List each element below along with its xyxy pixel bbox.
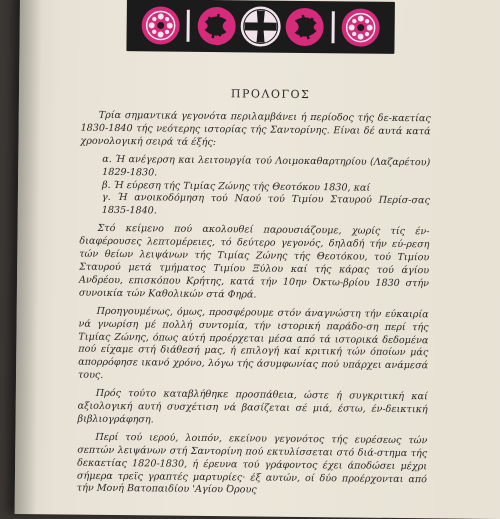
page-gutter-shadow xyxy=(15,0,42,514)
paragraph: Πρός τούτο καταβλήθηκε προσπάθεια, ώστε ή συγκριτική καί αξιολογική αυτή συσχέτιση νά βασίζεται σέ μιά, έστω, έν-δεικτική βιβλιογράφηση. xyxy=(77,387,428,426)
paragraph: Στό κείμενο πού ακολουθεί παρουσιάζουμε, χωρίς τίς έν-διαφέρουσες λεπτομέρειες, τό δεύτερο γεγονός, δηλαδή τήν εύ-ρεση τών θείων λειψάνων τής Τιμίας Ζώνης τής Θεοτόκου, τού Τιμίου Σταυρού μετά τμήματος Τιμίου Ξύλου καί τής κάρας τού άγίου Ανδρέου, επισκόπου Κρήτης, κατά τήν 10ην Όκτω-βρίου 1830 στήν συνοικία τών Καθολικών στά Φηρά. xyxy=(78,223,430,301)
body-text xyxy=(77,110,431,505)
list-item: α. Ή ανέγερση και λειτουργία τού Λοιμοκαθαρτηρίου (Λαζαρέτου) 1829-1830. xyxy=(102,153,431,179)
flower-icon xyxy=(341,8,379,46)
paragraph: Τρία σημαντικά γεγονότα περιλαμβάνει ή περίοδος τής δε-καετίας 1830-1840 τής νεότερης ιστορίας τής Σαντορίνης. Είναι δέ αυτά κατά χρονολογική σειρά τά έξής: xyxy=(80,109,431,148)
paragraph: Προηγουμένως, όμως, προσφέρουμε στόν άναγνώστη τήν εύκαιρία νά γνωρίση μέ πολλή συντομία, τήν ιστορική παράδο-ση περί τής Τιμίας Ζώνης, όπως αύτή προέρχεται μέσα από τά ιστορικά δεδομένα πού είχαμε στή διάθεσή μας, ή επιλογή καί κριτική τών όποίων μάς απορρόφησε ικανό χρόνο, λόγω τής άσυμφωνίας πού υπάρχει ανάμεσά τους. xyxy=(77,305,429,382)
fish-icon xyxy=(285,8,323,46)
page-title: ΠΡΟΛΟΓΟΣ xyxy=(230,87,311,102)
cross-icon xyxy=(240,6,280,46)
flower-icon xyxy=(141,6,179,44)
book-page xyxy=(15,0,500,519)
decorative-banner xyxy=(126,0,395,54)
list-item: γ. Ή ανοικοδόμηση τού Ναού τού Τιμίου Σταυρού Περίσ-σας 1835-1840. xyxy=(101,192,430,217)
fish-icon xyxy=(197,7,235,45)
banner-art xyxy=(126,0,395,54)
list-item: β. Ή εύρεση τής Τιμίας Ζώνης τής Θεοτόκου 1830, καί xyxy=(101,179,371,194)
paragraph: Περί τού ιερού, λοιπόν, εκείνου γεγονότος τής ευρέσεως τών σεπτών λειψάνων στή Σαντορίνη πού εκτυλίσσεται στό διά-στημα τής δεκαετίας 1820-1830, ή έρευνα τού γράφοντος έχει άποδώσει μέχρι σήμερα τρεϊς γραπτές μαρτυρίες· έξ αυτών, οί δύο προέρχονται από τήν Μονή Βατοπαιδίου 'Αγίου Όρους xyxy=(76,431,428,496)
